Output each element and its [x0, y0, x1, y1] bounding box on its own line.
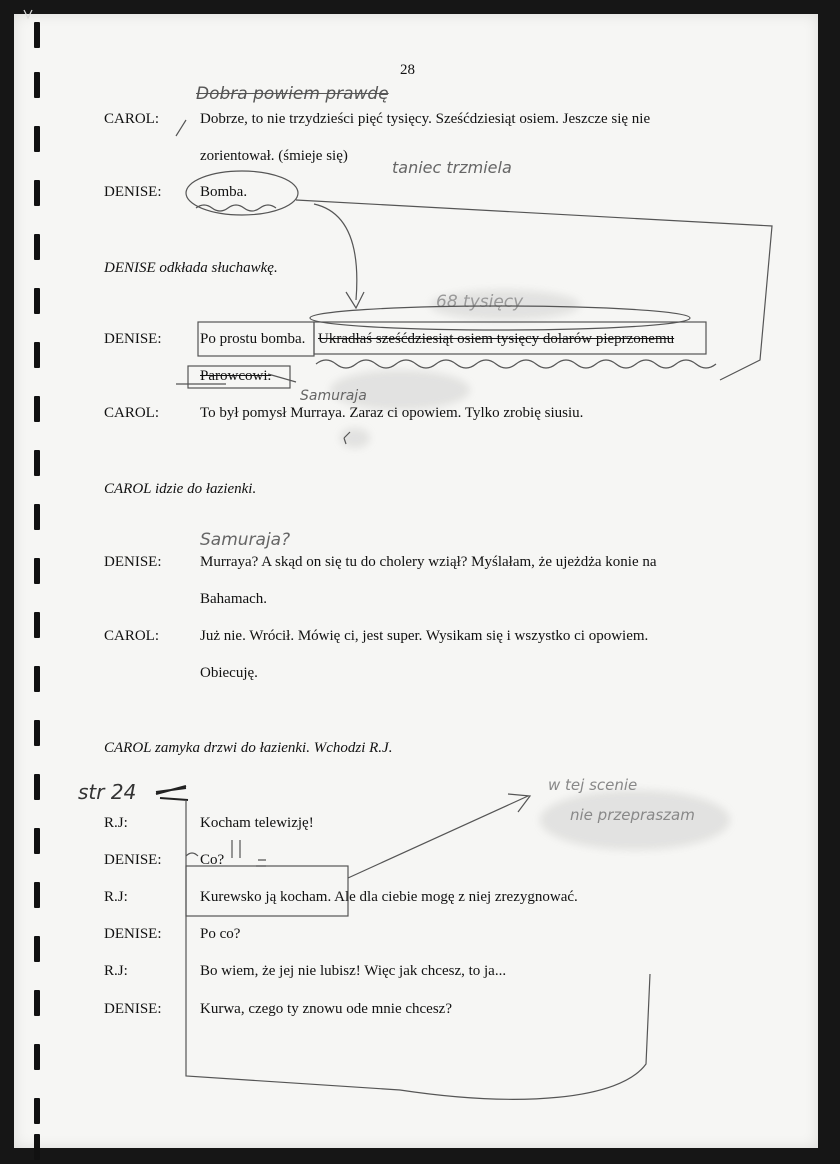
dialogue-line: Bahamach. [200, 591, 268, 607]
binding-hole [34, 22, 40, 48]
stage-direction: CAROL idzie do łazienki. [104, 481, 257, 497]
speaker-label: R.J: [104, 889, 128, 905]
speaker-label: R.J: [104, 963, 128, 979]
speaker-label: DENISE: [104, 554, 162, 570]
binding-hole [34, 180, 40, 206]
binding-hole [34, 450, 40, 476]
speaker-label: DENISE: [104, 1001, 162, 1017]
speaker-label: CAROL: [104, 111, 160, 127]
dialogue-line: Dobrze, to nie trzydzieści pięć tysięcy. Sześćdziesiąt osiem. Jeszcze się nie [200, 111, 651, 127]
dialogue-line: Murraya? A skąd on się tu do cholery wziął? Myślałam, że ujeżdża konie na [200, 554, 657, 570]
binding-hole [34, 666, 40, 692]
dialogue-line: Co? [200, 852, 225, 868]
dialogue-line: Po prostu bomba. [200, 331, 306, 347]
dialogue-line: Kocham telewizję! [200, 815, 314, 831]
handwritten-note: w tej scenie [548, 776, 638, 794]
handwritten-note: 68 tysięcy [436, 292, 524, 312]
dialogue-line: Po co? [200, 926, 241, 942]
handwritten-note: Samuraja [300, 388, 367, 404]
binding-hole [34, 72, 40, 98]
binding-hole [34, 1044, 40, 1070]
binding-hole [34, 288, 40, 314]
dialogue-line: To był pomysł Murraya. Zaraz ci opowiem. Tylko zrobię siusiu. [200, 405, 584, 421]
stage-direction: DENISE odkłada słuchawkę. [104, 260, 278, 276]
speaker-label: CAROL: [104, 628, 160, 644]
binding-hole [34, 1098, 40, 1124]
speaker-label: CAROL: [104, 405, 160, 421]
dialogue-line: Kurwa, czego ty znowu ode mnie chcesz? [200, 1001, 452, 1017]
handwritten-note: nie przepraszam [570, 806, 695, 824]
binding-hole [34, 504, 40, 530]
binding-hole [34, 828, 40, 854]
dialogue-line: Kurewsko ją kocham. Ale dla ciebie mogę z niej zrezygnować. [200, 889, 578, 905]
binding-hole [34, 882, 40, 908]
handwritten-note: str 24 [78, 780, 137, 804]
dialogue-line: zorientował. (śmieje się) [200, 148, 348, 164]
speaker-label: DENISE: [104, 926, 162, 942]
binding-hole [34, 126, 40, 152]
speaker-label: DENISE: [104, 852, 162, 868]
handwritten-note: Samuraja? [200, 530, 291, 550]
binding-hole [34, 1134, 40, 1160]
binding-hole [34, 990, 40, 1016]
speaker-label: R.J: [104, 815, 128, 831]
binding-hole [34, 234, 40, 260]
page-number: 28 [400, 62, 415, 78]
handwritten-note: taniec trzmiela [392, 158, 512, 177]
dialogue-line: Bomba. [200, 184, 248, 200]
struck-dialogue-line: Ukradłaś sześćdziesiąt osiem tysięcy dolarów pieprzonemu [318, 331, 675, 347]
dialogue-line: Bo wiem, że jej nie lubisz! Więc jak chcesz, to ja... [200, 963, 507, 979]
binding-hole [34, 720, 40, 746]
handwritten-note: Dobra powiem prawdę [196, 84, 389, 104]
dialogue-line: Obiecuję. [200, 665, 258, 681]
binding-hole [34, 774, 40, 800]
dialogue-line: Już nie. Wrócił. Mówię ci, jest super. Wysikam się i wszystko ci opowiem. [200, 628, 649, 644]
pencil-smudge [340, 428, 370, 448]
binding-hole [34, 558, 40, 584]
binding-hole [34, 936, 40, 962]
speaker-label: DENISE: [104, 184, 162, 200]
binding-hole [34, 396, 40, 422]
binding-hole [34, 342, 40, 368]
binding-hole [34, 612, 40, 638]
struck-dialogue-line: Parowcowi. [200, 368, 272, 384]
stage-direction: CAROL zamyka drzwi do łazienki. Wchodzi R.J. [104, 740, 393, 756]
speaker-label: DENISE: [104, 331, 162, 347]
